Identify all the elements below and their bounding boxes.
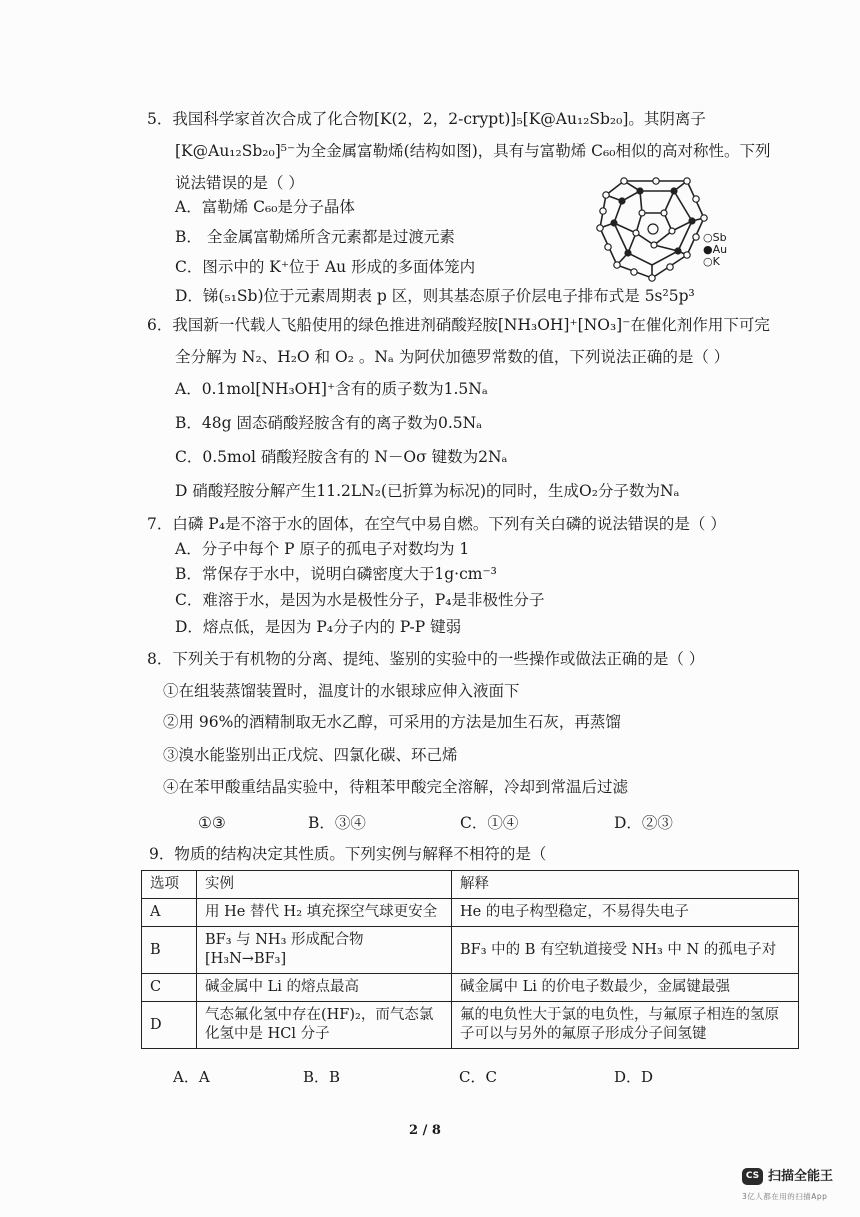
header-cell: 选项 (142, 871, 197, 899)
q6-option-a: A．0.1mol[NH₃OH]⁺含有的质子数为1.5Nₐ (175, 380, 488, 398)
watermark-tagline: 3亿人都在用的扫描App (742, 1192, 828, 1201)
scanner-watermark (742, 1168, 852, 1208)
q8-stem: 8．下列关于有机物的分离、提纯、鉴别的实验中的一些操作或做法正确的是（ ） (147, 650, 705, 668)
q9-choice-c: C．C (459, 1068, 497, 1086)
table-row (142, 927, 799, 974)
table-cell: BF₃ 中的 B 有空轨道接受 NH₃ 中 N 的孤电子对 (452, 927, 799, 974)
q8-item-2: ②用 96%的酒精制取无水乙醇，可采用的方法是加生石灰，再蒸馏 (163, 713, 621, 731)
q6-option-c: C．0.5mol 硝酸羟胺含有的 N－Oσ 键数为2Nₐ (175, 448, 508, 466)
camscanner-logo: CS (742, 1168, 763, 1185)
q5-stem-line3: 说法错误的是（ ） (175, 174, 304, 192)
table-cell: 气态氟化氢中存在(HF)₂，而气态氯化氢中是 HCl 分子 (197, 1002, 452, 1049)
q9-table (141, 870, 799, 1049)
table-cell: BF₃ 与 NH₃ 形成配合物[H₃N→BF₃] (197, 927, 452, 974)
legend-k: ○K (703, 255, 720, 268)
q5-stem-line1: 5．我国科学家首次合成了化合物[K(2，2，2-crypt)]₅[K@Au₁₂Sb₂₀]。其阴离子 (147, 110, 706, 128)
header-cell: 解释 (452, 871, 799, 899)
watermark-name: 扫描全能王 (768, 1169, 834, 1184)
q8-item-1: ①在组装蒸馏装置时，温度计的水银球应伸入液面下 (163, 682, 520, 700)
q6-stem-line2: 全分解为 N₂、H₂O 和 O₂ 。Nₐ 为阿伏加德罗常数的值，下列说法正确的是（ ） (175, 348, 730, 366)
legend-au: ●Au (703, 243, 728, 256)
q6-option-d: D 硝酸羟胺分解产生11.2LN₂(已折算为标况)的同时，生成O₂分子数为Nₐ (175, 482, 680, 500)
q5-option-a: A．富勒烯 C₆₀是分子晶体 (175, 198, 355, 216)
table-cell: 用 He 替代 H₂ 填充探空气球更安全 (197, 899, 452, 927)
q7-option-c: C．难溶于水，是因为水是极性分子，P₄是非极性分子 (175, 591, 545, 609)
q8-choice-d: D．②③ (614, 814, 673, 832)
q9-choice-b: B．B (303, 1068, 341, 1086)
table-row (142, 899, 799, 927)
q6-option-b: B．48g 固态硝酸羟胺含有的离子数为0.5Nₐ (175, 414, 483, 432)
q9-choice-a: A．A (173, 1068, 210, 1086)
table-cell: D (142, 1002, 197, 1049)
table-cell: 氟的电负性大于氯的电负性，与氟原子相连的氢原子可以与另外的氟原子形成分子间氢键 (452, 1002, 799, 1049)
table-cell: He 的电子构型稳定，不易得失电子 (452, 899, 799, 927)
q7-stem: 7．白磷 P₄是不溶于水的固体，在空气中易自燃。下列有关白磷的说法错误的是（ ） (147, 515, 726, 533)
q8-choice-a: ①③ (198, 814, 226, 832)
q5-option-c: C．图示中的 K⁺位于 Au 形成的多面体笼内 (175, 258, 476, 276)
q8-item-4: ④在苯甲酸重结晶实验中，待粗苯甲酸完全溶解，冷却到常温后过滤 (163, 778, 629, 796)
q7-option-b: B．常保存于水中，说明白磷密度大于1g·cm⁻³ (175, 565, 497, 583)
q5-stem-line2: [K@Au₁₂Sb₂₀]⁵⁻为全金属富勒烯(结构如图)，具有与富勒烯 C₆₀相似的高对称性。下列 (175, 142, 771, 160)
q8-item-3: ③溴水能鉴别出正戊烷、四氯化碳、环己烯 (163, 746, 458, 764)
table-cell: 碱金属中 Li 的价电子数最少，金属键最强 (452, 974, 799, 1002)
table-row (142, 974, 799, 1002)
q9-choice-d: D．D (614, 1068, 654, 1086)
q6-stem-line1: 6．我国新一代载人飞船使用的绿色推进剂硝酸羟胺[NH₃OH]⁺[NO₃]⁻在催化剂作用下可完 (147, 316, 770, 334)
table-cell: C (142, 974, 197, 1002)
table-cell: 碱金属中 Li 的熔点最高 (197, 974, 452, 1002)
page-number: 2 / 8 (409, 1123, 441, 1138)
q8-choice-b: B．③④ (308, 814, 366, 832)
header-cell: 实例 (197, 871, 452, 899)
q7-option-d: D．熔点低，是因为 P₄分子内的 P-P 键弱 (175, 618, 462, 636)
table-cell: A (142, 899, 197, 927)
q5-option-b: B． 全金属富勒烯所含元素都是过渡元素 (175, 228, 455, 246)
q8-choice-c: C．①④ (460, 814, 519, 832)
diagram-legend (703, 232, 727, 268)
table-cell: B (142, 927, 197, 974)
q7-option-a: A．分子中每个 P 原子的孤电子对数均为 1 (175, 540, 470, 558)
table-header-row (142, 871, 799, 899)
table-row (142, 1002, 799, 1049)
q5-option-d: D．锑(₅₁Sb)位于元素周期表 p 区，则其基态原子价层电子排布式是 5s²5p³ (175, 287, 695, 305)
legend-sb: ○Sb (703, 231, 727, 244)
q9-stem: 9．物质的结构决定其性质。下列实例与解释不相符的是（ (149, 845, 547, 863)
